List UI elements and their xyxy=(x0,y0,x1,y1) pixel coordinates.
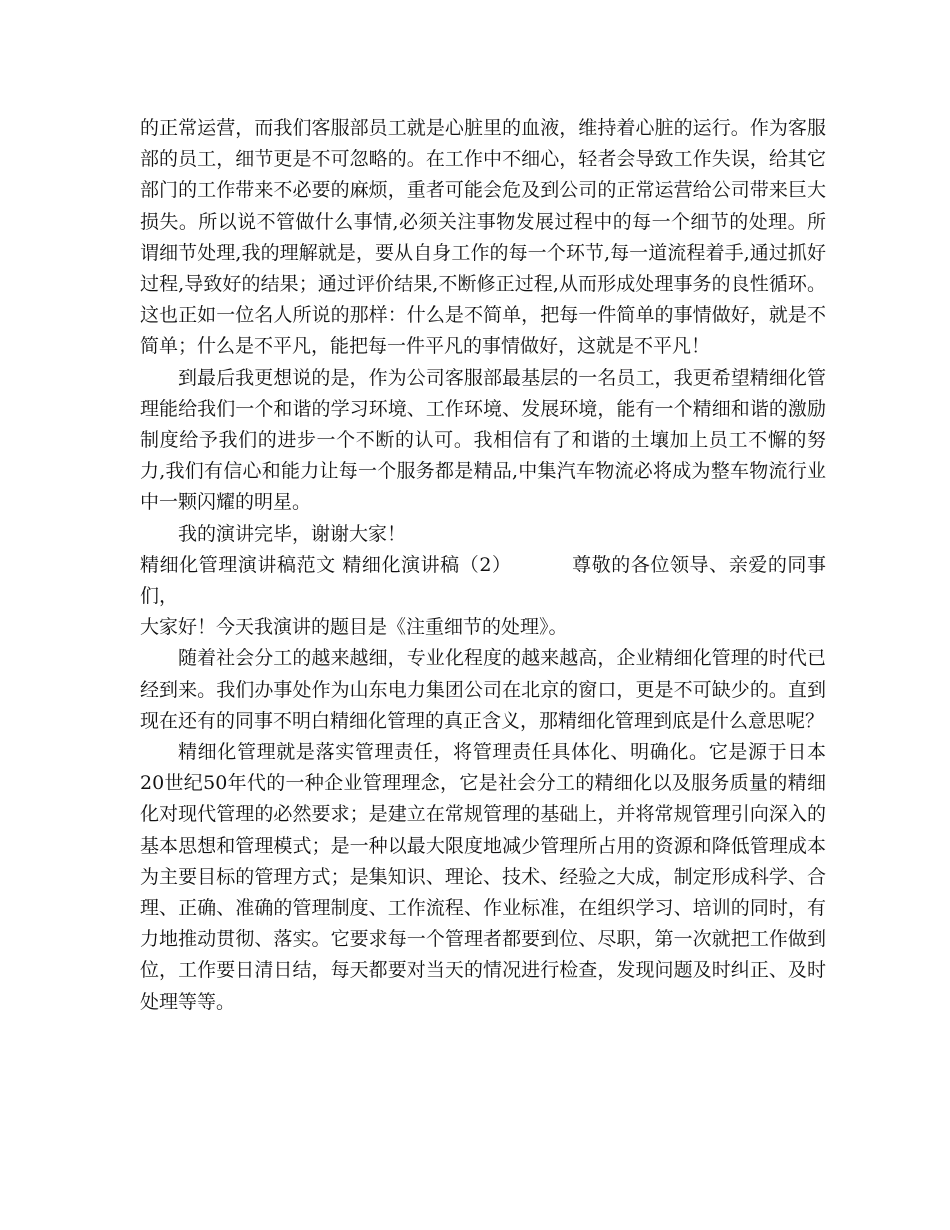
greeting-start: 尊敬的各位领导、亲爱的同事们， xyxy=(140,553,826,608)
paragraph-closing-wish: 到最后我更想说的是，作为公司客服部最基层的一名员工，我更希望精细化管理能给我们一个和谐的学习环境、工作环境、发展环境，能有一个精细和谐的激励制度给予我们的进步一个不断的认可。我相信有了和谐的土壤加上员工不懈的努力,我们有信心和能力让每一个服务都是精品,中集汽车物流必将成为整车物流行业中一颗闪耀的明星。 xyxy=(140,366,826,514)
paragraph-definition: 精细化管理就是落实管理责任，将管理责任具体化、明确化。它是源于日本20世纪50年代的一种企业管理理念，它是社会分工的精细化以及服务质量的精细化对现代管理的必然要求；是建立在常规管理的基础上，并将常规管理引向深入的基本思想和管理模式；是一种以最大限度地减少管理所占用的资源和降低管理成本为主要目标的管理方式；是集知识、理论、技术、经验之大成，制定形成科学、合理、正确、准确的管理制度、工作流程、作业标准，在组织学习、培训的同时，有力地推动贯彻、落实。它要求每一个管理者都要到位、尽职，第一次就把工作做到位，工作要日清日结，每天都要对当天的情况进行检查，发现问题及时纠正、及时处理等等。 xyxy=(140,741,826,1013)
greeting-end: 大家好！今天我演讲的题目是《注重细节的处理》。 xyxy=(140,616,568,639)
section-title: 精细化管理演讲稿范文 精细化演讲稿（2） xyxy=(140,553,512,576)
section-heading-line xyxy=(140,550,826,612)
paragraph-speech-end: 我的演讲完毕，谢谢大家！ xyxy=(178,522,407,545)
paragraph-continuation: 的正常运营，而我们客服部员工就是心脏里的血液，维持着心脏的运行。作为客服部的员工，细节更是不可忽略的。在工作中不细心，轻者会导致工作失误，给其它部门的工作带来不必要的麻烦，重者可能会危及到公司的正常运营给公司带来巨大损失。所以说不管做什么事情,必须关注事物发展过程中的每一个细节的处理。所谓细节处理,我的理解就是，要从自身工作的每一个环节,每一道流程着手,通过抓好过程,导致好的结果；通过评价结果,不断修正过程,从而形成处理事务的良性循环。这也正如一位名人所说的那样：什么是不简单，把每一件简单的事情做好，就是不简单；什么是不平凡，能把每一件平凡的事情做好，这就是不平凡！ xyxy=(140,117,826,358)
paragraph-era: 随着社会分工的越来越细，专业化程度的越来越高，企业精细化管理的时代已经到来。我们办事处作为山东电力集团公司在北京的窗口，更是不可缺少的。直到现在还有的同事不明白精细化管理的真正含义，那精细化管理到底是什么意思呢？ xyxy=(140,647,826,732)
document-page xyxy=(140,113,826,1018)
